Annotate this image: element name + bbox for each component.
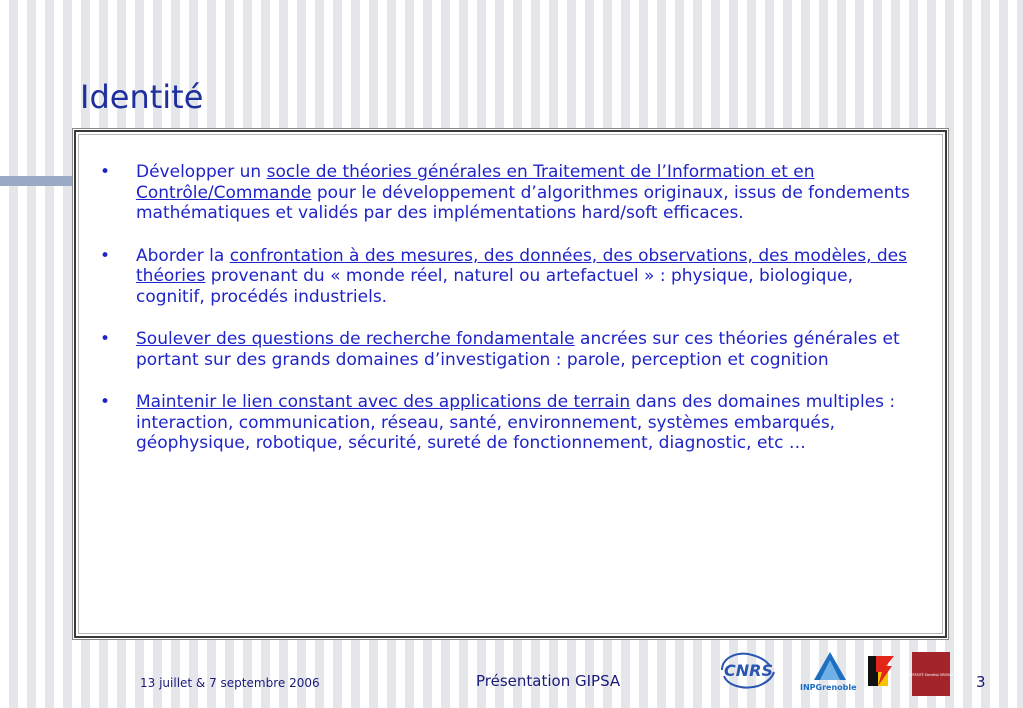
ujf-logo	[868, 652, 898, 688]
bullet-text-before: Développer un	[136, 162, 267, 182]
bullet-link[interactable]: socle de théories générales en Traitement de l’Information et en Contrôle/Commande	[136, 162, 815, 203]
bullet-marker: •	[100, 329, 111, 349]
bullet-item	[96, 392, 917, 454]
bullet-link[interactable]: confrontation à des mesures, des données, des observations, des modèles, des théories	[136, 245, 907, 286]
bullet-text-after: ancrées sur ces théories générales et portant sur des grands domaines d’investigation : parole, perception et cognition	[136, 329, 900, 370]
bullet-text-after: provenant du « monde réel, naturel ou artefactuel » : physique, biologique, cognitif, procédés industriels.	[136, 266, 853, 307]
cnrs-logo-text: CNRS	[724, 661, 773, 680]
bullet-text-after: pour le développement d’algorithmes originaux, issus de fondements mathématiques et validés par des implémentations hard/soft efficaces.	[136, 182, 910, 223]
content-box	[74, 130, 947, 638]
cnrs-logo	[718, 650, 776, 690]
footer-date: 13 juillet & 7 septembre 2006	[140, 676, 320, 690]
bullet-marker: •	[100, 245, 111, 266]
stendhal-logo-text: UNIVERSITÉ Stendhal GRENOBLE	[904, 673, 958, 677]
slide-title: Identité	[80, 78, 204, 116]
bullet-item	[96, 246, 917, 308]
page-number: 3	[976, 673, 986, 691]
bullet-marker: •	[100, 162, 111, 182]
accent-bar	[0, 176, 80, 186]
inp-grenoble-logo	[800, 650, 860, 694]
bullet-list	[96, 162, 917, 454]
bullet-text-after: dans des domaines multiples : interaction, communication, réseau, santé, environnement, systèmes embarqués, géophysique, robotique, sécurité, sureté de fonctionnement, diagnostic, etc …	[136, 392, 896, 453]
bullet-item	[96, 162, 917, 224]
inp-logo-text: INPGrenoble	[800, 683, 857, 692]
bullet-link[interactable]: Soulever des questions de recherche fondamentale	[136, 329, 575, 349]
stendhal-logo	[904, 652, 958, 696]
bullet-link[interactable]: Maintenir le lien constant avec des applications de terrain	[136, 392, 631, 412]
bullet-text-before: Aborder la	[136, 245, 230, 266]
bullet-item	[96, 329, 917, 370]
bullet-marker: •	[100, 392, 111, 412]
footer-presentation-title: Présentation GIPSA	[476, 672, 621, 690]
